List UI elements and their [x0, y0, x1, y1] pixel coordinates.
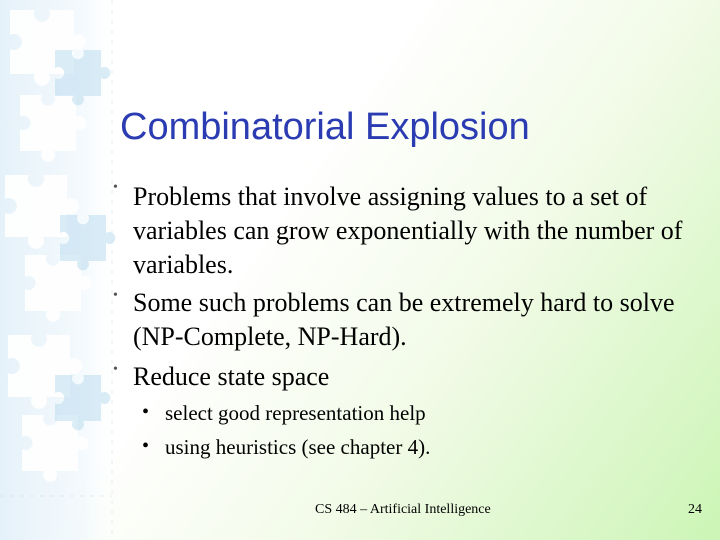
bullet-marker: • [113, 362, 118, 377]
slide-title: Combinatorial Explosion [120, 106, 530, 148]
bullet-item: Problems that involve assigning values to a set of variables can grow exponentially with the number of variables. [133, 182, 683, 279]
bullet-item: Reduce state space [133, 362, 330, 391]
puzzle-pieces-icon [0, 0, 120, 540]
sub-bullet-item: select good representation help [165, 401, 426, 425]
puzzle-decoration [0, 0, 120, 540]
sub-bullet-marker: • [142, 435, 150, 457]
bullet-marker: • [113, 180, 118, 195]
sub-bullet-marker: • [142, 401, 150, 423]
page-number: 24 [688, 502, 702, 517]
slide-footer: CS 484 – Artificial Intelligence [315, 502, 491, 517]
bullet-marker: • [113, 288, 118, 303]
sub-bullet-item: using heuristics (see chapter 4). [165, 435, 431, 459]
bullet-item: Some such problems can be extremely hard to solve (NP-Complete, NP-Hard). [133, 288, 675, 351]
